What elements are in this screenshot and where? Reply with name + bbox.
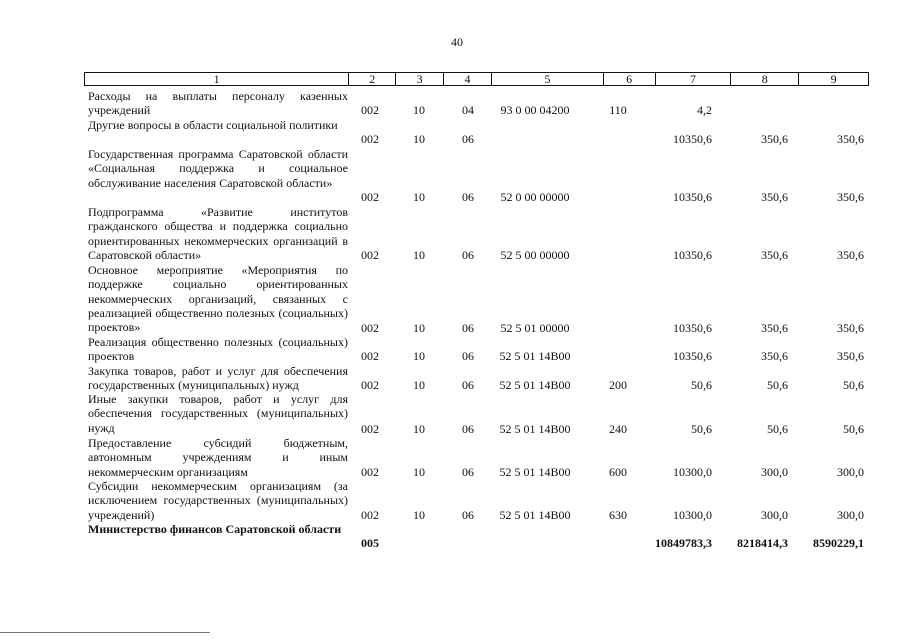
cell-col-7: 10350,6	[673, 132, 712, 146]
cell-col-5: 52 5 01 14B00	[499, 378, 571, 392]
cell-col-2: 002	[361, 103, 379, 117]
footer-rule	[0, 632, 210, 633]
row-description: Расходы на выплаты персоналу казенных учреждений	[88, 89, 348, 118]
header-col-8: 8	[730, 73, 798, 85]
cell-col-4: 06	[462, 321, 474, 335]
cell-col-3: 10	[413, 132, 425, 146]
cell-col-8: 8218414,3	[737, 536, 788, 550]
row-description: Закупка товаров, работ и услуг для обеспечения государственных (муниципальных) нужд	[88, 364, 348, 393]
row-description: Реализация общественно полезных (социальных) проектов	[88, 335, 348, 364]
cell-col-6: 630	[609, 508, 627, 522]
header-col-9: 9	[798, 73, 868, 85]
cell-col-7: 10350,6	[673, 190, 712, 204]
row-description: Иные закупки товаров, работ и услуг для обеспечения государственных (муниципальных) нужд	[88, 392, 348, 435]
cell-col-2: 002	[361, 321, 379, 335]
header-col-5: 5	[491, 73, 603, 85]
cell-col-8: 350,6	[761, 248, 788, 262]
cell-col-5: 52 5 01 00000	[500, 321, 570, 335]
cell-col-5: 52 5 01 14B00	[499, 422, 571, 436]
cell-col-3: 10	[413, 349, 425, 363]
cell-col-7: 10300,0	[673, 508, 712, 522]
header-col-3: 3	[395, 73, 443, 85]
row-description: Министерство финансов Саратовской области	[88, 522, 342, 536]
cell-col-4: 06	[462, 508, 474, 522]
cell-col-3: 10	[413, 248, 425, 262]
cell-col-8: 350,6	[761, 349, 788, 363]
cell-col-6: 240	[609, 422, 627, 436]
cell-col-6: 200	[609, 378, 627, 392]
row-description: Государственная программа Саратовской области «Социальная поддержка и социальное обслуживание населения Саратовской области»	[88, 147, 348, 190]
cell-col-9: 350,6	[837, 248, 864, 262]
cell-col-4: 06	[462, 422, 474, 436]
page-number: 40	[451, 35, 463, 49]
cell-col-8: 350,6	[761, 132, 788, 146]
cell-col-4: 06	[462, 190, 474, 204]
cell-col-7: 10350,6	[673, 248, 712, 262]
cell-col-2: 002	[361, 132, 379, 146]
cell-col-9: 50,6	[843, 378, 864, 392]
header-col-7: 7	[655, 73, 731, 85]
cell-col-2: 002	[361, 190, 379, 204]
cell-col-8: 300,0	[761, 508, 788, 522]
row-description: Субсидии некоммерческим организациям (за исключением государственных (муниципальных) учреждений)	[88, 479, 348, 522]
cell-col-7: 10350,6	[673, 321, 712, 335]
cell-col-8: 50,6	[767, 378, 788, 392]
cell-col-3: 10	[413, 190, 425, 204]
header-col-6: 6	[603, 73, 655, 85]
cell-col-3: 10	[413, 422, 425, 436]
cell-col-5: 93 0 00 04200	[500, 103, 570, 117]
cell-col-7: 10300,0	[673, 465, 712, 479]
cell-col-2: 002	[361, 248, 379, 262]
row-description: Предоставление субсидий бюджетным, автономным учреждениям и иным некоммерческим организациям	[88, 436, 348, 479]
table-header	[84, 72, 869, 86]
cell-col-2: 002	[361, 422, 379, 436]
cell-col-4: 06	[462, 378, 474, 392]
cell-col-5: 52 5 01 14B00	[499, 465, 571, 479]
cell-col-9: 350,6	[837, 321, 864, 335]
header-col-4: 4	[443, 73, 491, 85]
cell-col-7: 50,6	[691, 422, 712, 436]
cell-col-6: 110	[609, 103, 627, 117]
cell-col-3: 10	[413, 508, 425, 522]
cell-col-4: 06	[462, 349, 474, 363]
cell-col-4: 06	[462, 132, 474, 146]
cell-col-8: 50,6	[767, 422, 788, 436]
cell-col-2: 002	[361, 508, 379, 522]
cell-col-8: 350,6	[761, 321, 788, 335]
cell-col-2: 002	[361, 349, 379, 363]
cell-col-9: 350,6	[837, 132, 864, 146]
cell-col-3: 10	[413, 321, 425, 335]
cell-col-5: 52 5 01 14B00	[499, 508, 571, 522]
cell-col-9: 50,6	[843, 422, 864, 436]
cell-col-2: 002	[361, 378, 379, 392]
cell-col-3: 10	[413, 465, 425, 479]
cell-col-5: 52 5 01 14B00	[499, 349, 571, 363]
row-description: Подпрограмма «Развитие институтов гражданского общества и поддержка социально ориентированных некоммерческих организаций в Саратовской области»	[88, 205, 348, 262]
cell-col-8: 300,0	[761, 465, 788, 479]
cell-col-7: 50,6	[691, 378, 712, 392]
cell-col-9: 350,6	[837, 349, 864, 363]
row-description: Основное мероприятие «Мероприятия по поддержке социально ориентированных некоммерческих организаций, связанных с реализацией общественно полезных (социальных) проектов»	[88, 263, 348, 335]
cell-col-5: 52 5 00 00000	[500, 248, 570, 262]
cell-col-2: 002	[361, 465, 379, 479]
cell-col-6: 600	[609, 465, 627, 479]
cell-col-8: 350,6	[761, 190, 788, 204]
cell-col-9: 8590229,1	[813, 536, 864, 550]
cell-col-2: 005	[361, 536, 379, 550]
cell-col-9: 350,6	[837, 190, 864, 204]
cell-col-4: 04	[462, 103, 474, 117]
cell-col-3: 10	[413, 378, 425, 392]
cell-col-9: 300,0	[837, 465, 864, 479]
cell-col-7: 4,2	[697, 103, 712, 117]
cell-col-4: 06	[462, 248, 474, 262]
header-col-2: 2	[348, 73, 395, 85]
cell-col-7: 10849783,3	[655, 536, 712, 550]
row-description: Другие вопросы в области социальной политики	[88, 118, 338, 132]
cell-col-9: 300,0	[837, 508, 864, 522]
cell-col-3: 10	[413, 103, 425, 117]
cell-col-5: 52 0 00 00000	[500, 190, 570, 204]
header-col-1: 1	[213, 72, 220, 86]
cell-col-7: 10350,6	[673, 349, 712, 363]
cell-col-4: 06	[462, 465, 474, 479]
